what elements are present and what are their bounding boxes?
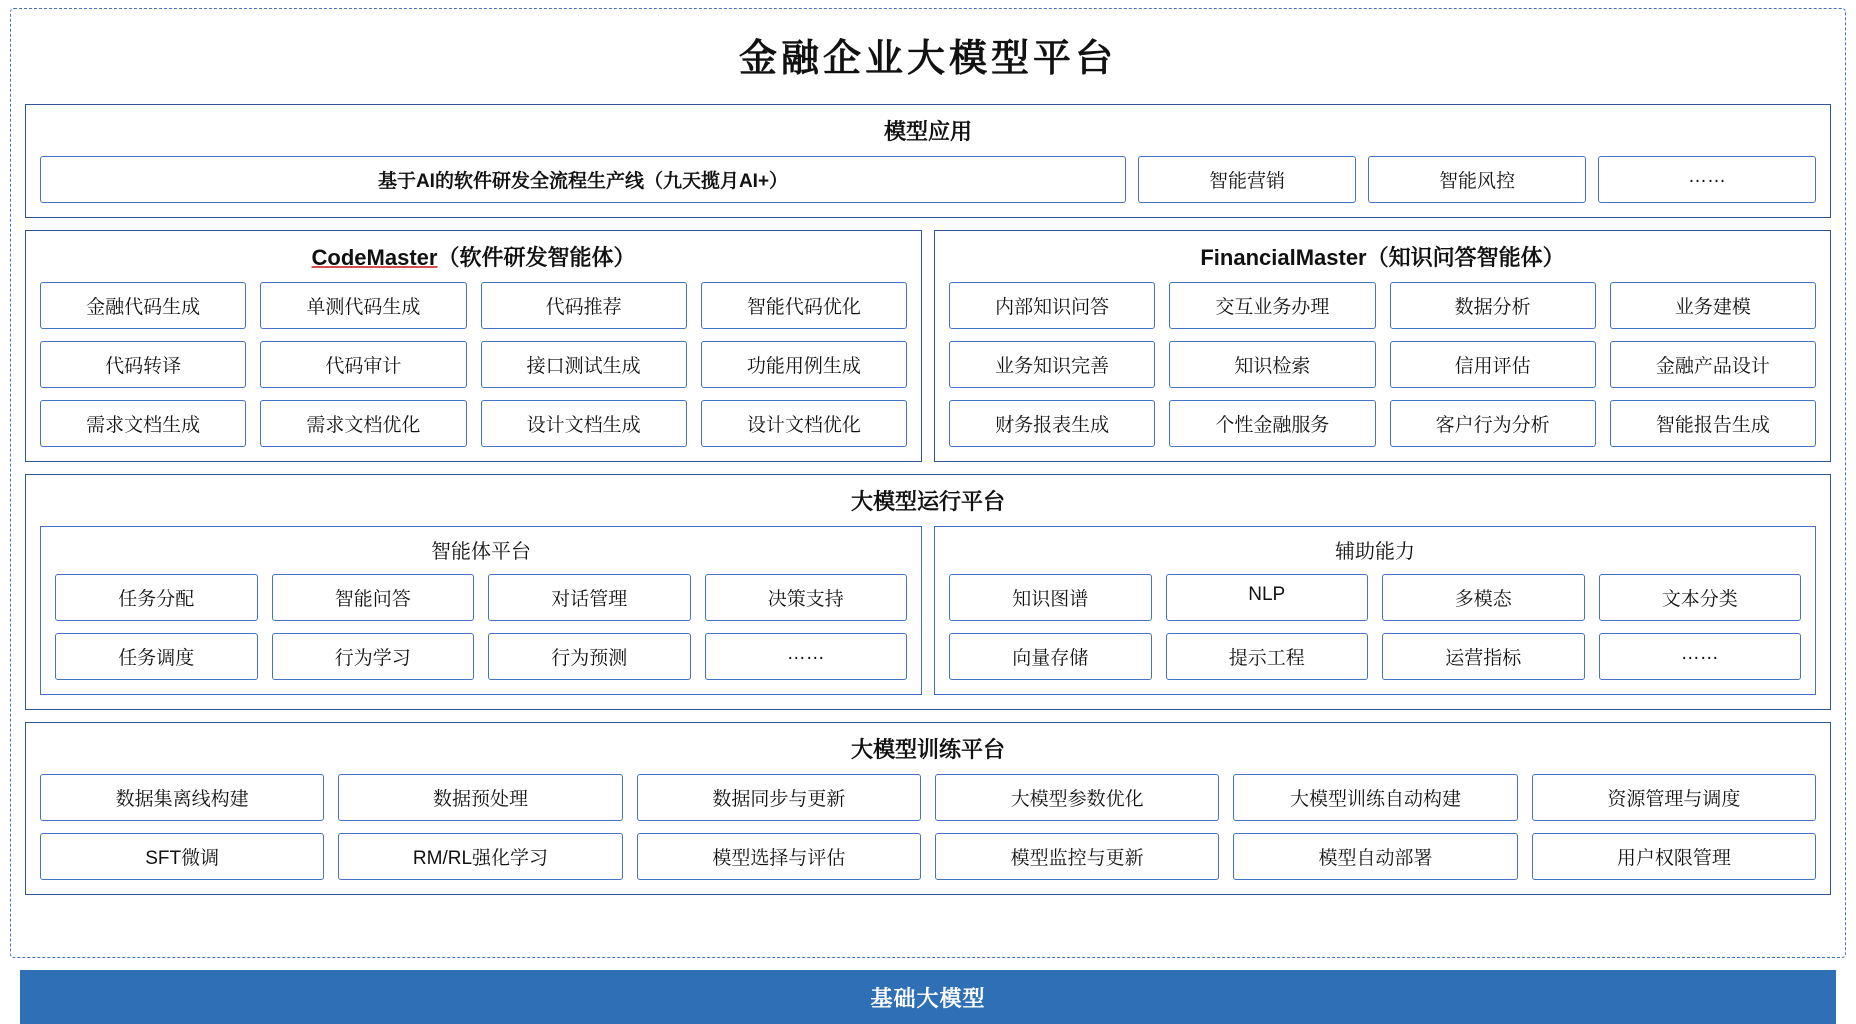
training-platform-item[interactable]: 用户权限管理 bbox=[1532, 833, 1816, 880]
financialmaster-item[interactable]: 信用评估 bbox=[1390, 341, 1596, 388]
aux-ability-item[interactable]: 多模态 bbox=[1382, 574, 1585, 621]
financialmaster-title-sub: （知识问答智能体） bbox=[1366, 245, 1565, 270]
training-platform-items bbox=[40, 774, 1816, 880]
agent-platform-item[interactable]: 决策支持 bbox=[705, 574, 908, 621]
codemaster-item[interactable]: 单测代码生成 bbox=[260, 282, 466, 329]
financialmaster-title-main: FinancialMaster bbox=[1200, 245, 1367, 270]
subpanel-aux-ability bbox=[934, 526, 1816, 695]
subpanel-agent-platform bbox=[40, 526, 922, 695]
agent-platform-item[interactable]: 智能问答 bbox=[272, 574, 475, 621]
codemaster-item[interactable]: 设计文档优化 bbox=[701, 400, 907, 447]
codemaster-item[interactable]: 需求文档优化 bbox=[260, 400, 466, 447]
agent-platform-item[interactable]: 行为预测 bbox=[488, 633, 691, 680]
agent-platform-item[interactable]: …… bbox=[705, 633, 908, 680]
aux-ability-item[interactable]: 运营指标 bbox=[1382, 633, 1585, 680]
financialmaster-item[interactable]: 内部知识问答 bbox=[949, 282, 1155, 329]
codemaster-title-sub: （软件研发智能体） bbox=[437, 245, 636, 270]
codemaster-item[interactable]: 需求文档生成 bbox=[40, 400, 246, 447]
aux-ability-item[interactable]: NLP bbox=[1166, 574, 1369, 621]
agents-row bbox=[25, 230, 1831, 462]
training-platform-item[interactable]: RM/RL强化学习 bbox=[338, 833, 622, 880]
aux-ability-items bbox=[949, 574, 1801, 680]
financialmaster-item[interactable]: 财务报表生成 bbox=[949, 400, 1155, 447]
financialmaster-item[interactable]: 数据分析 bbox=[1390, 282, 1596, 329]
financialmaster-item[interactable]: 个性金融服务 bbox=[1169, 400, 1375, 447]
training-platform-item[interactable]: 数据同步与更新 bbox=[637, 774, 921, 821]
aux-ability-item[interactable]: 文本分类 bbox=[1599, 574, 1802, 621]
page-title: 金融企业大模型平台 bbox=[738, 36, 1117, 80]
app-item-more[interactable]: …… bbox=[1598, 156, 1816, 203]
codemaster-item[interactable]: 设计文档生成 bbox=[481, 400, 687, 447]
financialmaster-item[interactable]: 知识检索 bbox=[1169, 341, 1375, 388]
foundation-model-bar: 基础大模型 bbox=[20, 970, 1836, 1024]
financialmaster-item[interactable]: 智能报告生成 bbox=[1610, 400, 1816, 447]
subpanel-title-agent-platform: 智能体平台 bbox=[431, 541, 531, 563]
agent-platform-item[interactable]: 任务分配 bbox=[55, 574, 258, 621]
financialmaster-item[interactable]: 业务知识完善 bbox=[949, 341, 1155, 388]
financialmaster-item[interactable]: 业务建模 bbox=[1610, 282, 1816, 329]
codemaster-item[interactable]: 代码转译 bbox=[40, 341, 246, 388]
section-run-platform bbox=[25, 474, 1831, 710]
aux-ability-item[interactable]: 向量存储 bbox=[949, 633, 1152, 680]
codemaster-item[interactable]: 代码审计 bbox=[260, 341, 466, 388]
app-item-risk-control[interactable]: 智能风控 bbox=[1368, 156, 1586, 203]
section-codemaster bbox=[25, 230, 922, 462]
financialmaster-item[interactable]: 交互业务办理 bbox=[1169, 282, 1375, 329]
training-platform-item[interactable]: 大模型参数优化 bbox=[935, 774, 1219, 821]
codemaster-item[interactable]: 接口测试生成 bbox=[481, 341, 687, 388]
codemaster-items bbox=[40, 282, 907, 447]
training-platform-item[interactable]: 模型监控与更新 bbox=[935, 833, 1219, 880]
codemaster-title-main: CodeMaster bbox=[311, 245, 438, 270]
training-platform-item[interactable]: 模型自动部署 bbox=[1233, 833, 1517, 880]
financialmaster-items bbox=[949, 282, 1816, 447]
training-platform-item[interactable]: 数据集离线构建 bbox=[40, 774, 324, 821]
training-platform-item[interactable]: 资源管理与调度 bbox=[1532, 774, 1816, 821]
agent-platform-item[interactable]: 任务调度 bbox=[55, 633, 258, 680]
codemaster-item[interactable]: 金融代码生成 bbox=[40, 282, 246, 329]
training-platform-item[interactable]: 数据预处理 bbox=[338, 774, 622, 821]
section-title-model-application: 模型应用 bbox=[883, 119, 972, 144]
platform-outer-frame bbox=[10, 8, 1846, 958]
training-platform-item[interactable]: 大模型训练自动构建 bbox=[1233, 774, 1517, 821]
training-platform-item[interactable]: 模型选择与评估 bbox=[637, 833, 921, 880]
aux-ability-item[interactable]: 知识图谱 bbox=[949, 574, 1152, 621]
aux-ability-item[interactable]: …… bbox=[1599, 633, 1802, 680]
app-item-pipeline[interactable]: 基于AI的软件研发全流程生产线（九天揽月AI+） bbox=[40, 156, 1126, 203]
section-title-financialmaster bbox=[949, 241, 1816, 272]
section-title-codemaster bbox=[40, 241, 907, 272]
agent-platform-item[interactable]: 行为学习 bbox=[272, 633, 475, 680]
agent-platform-item[interactable]: 对话管理 bbox=[488, 574, 691, 621]
section-model-application bbox=[25, 104, 1831, 218]
codemaster-item[interactable]: 智能代码优化 bbox=[701, 282, 907, 329]
agent-platform-items bbox=[55, 574, 907, 680]
section-title-training-platform: 大模型训练平台 bbox=[850, 737, 1005, 762]
codemaster-item[interactable]: 功能用例生成 bbox=[701, 341, 907, 388]
codemaster-item[interactable]: 代码推荐 bbox=[481, 282, 687, 329]
financialmaster-item[interactable]: 金融产品设计 bbox=[1610, 341, 1816, 388]
app-item-marketing[interactable]: 智能营销 bbox=[1138, 156, 1356, 203]
section-financialmaster bbox=[934, 230, 1831, 462]
section-training-platform bbox=[25, 722, 1831, 895]
financialmaster-item[interactable]: 客户行为分析 bbox=[1390, 400, 1596, 447]
training-platform-item[interactable]: SFT微调 bbox=[40, 833, 324, 880]
model-application-items bbox=[40, 156, 1816, 203]
aux-ability-item[interactable]: 提示工程 bbox=[1166, 633, 1369, 680]
run-platform-subpanels bbox=[40, 526, 1816, 695]
subpanel-title-aux-ability: 辅助能力 bbox=[1335, 541, 1415, 563]
section-title-run-platform: 大模型运行平台 bbox=[850, 489, 1005, 514]
